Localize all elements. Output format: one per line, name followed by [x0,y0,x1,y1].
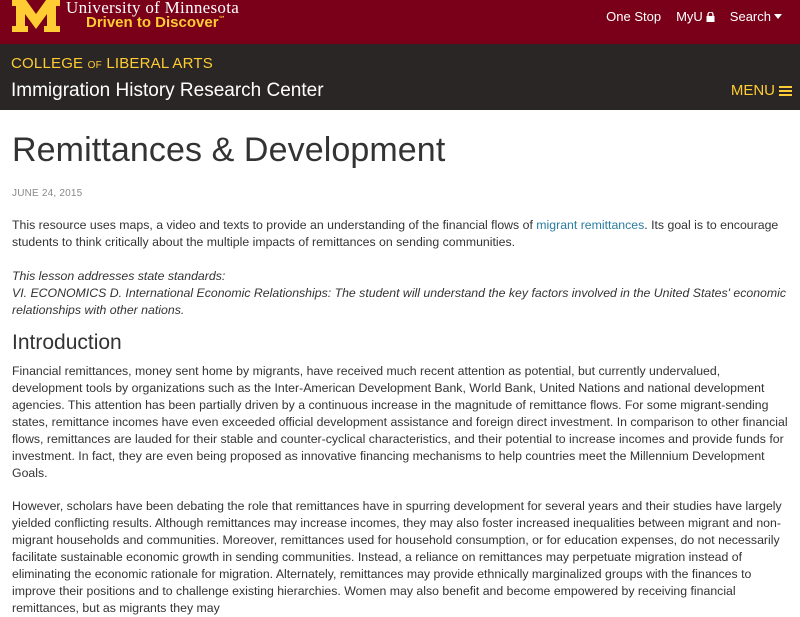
intro-paragraph [12,217,790,251]
publish-date: JUNE 24, 2015 [12,188,83,199]
tagline-service-mark: ℠ [218,16,226,23]
menu-button[interactable] [731,82,792,99]
standards-note [12,268,790,319]
college-of-word: OF [87,60,102,71]
caret-down-icon [774,14,782,20]
menu-label: MENU [730,82,775,99]
hamburger-icon [779,86,792,96]
page-title: Remittances & Development [12,131,446,169]
main-content [12,110,790,617]
myu-label: MyU [676,9,703,24]
college-of-liberal-arts-link[interactable] [11,55,213,72]
search-label: Search [729,9,771,24]
standards-line-2: VI. ECONOMICS D. International Economic Relationships: The student will understand the key factors involved in the United States' economic relationships with other nations. [12,286,787,317]
one-stop-label: One Stop [606,9,662,24]
university-name[interactable]: University of Minnesota [66,0,240,17]
body-paragraph-1: Financial remittances, money sent home by migrants, have received much recent attention as potential, but currently undervalued, development tools by organizations such as the Inter-American Development Bank, World Bank, United Nations and national development agencies. This attention has been partially driven by a continuous increase in the magnitude of remittance flows. For some migrant-sending states, remittance incomes have even exceeded official development assistance and foreign direct investment. In comparison to other financial flows, remittances are lauded for their stable and counter-cyclical characteristics, and their potential to increase incomes and provide funds for investment. In fact, they are even being proposed as innovative financing mechanisms to help countries meet the Millennium Development Goals. [12,364,788,480]
center-name-link[interactable]: Immigration History Research Center [11,80,324,101]
body-paragraph-2: However, scholars have been debating the role that remittances have in spurring development for several years and their studies have largely yielded conflicting results. Although remittances may increase incomes, they may also foster increased inequalities between migrant and non-migrant households and communities. Moreover, remittances used for household consumption, or for education expenses, do not necessarily facilitate sustainable economic growth in sending communities. Instead, a reliance on remittances may perpetuate migration instead of eliminating the economic rationale for migration. Alternately, remittances may provide ethnically marginalized groups with the finances to improve their positions and to challenge existing hierarchies. Women may also benefit and become empowered by receiving financial remittances, but as migrants they may [12,499,782,615]
college-header [0,44,800,110]
standards-line-1: This lesson addresses state standards: [12,269,226,283]
lock-icon [706,12,715,22]
section-heading: Introduction [12,331,122,354]
migrant-remittances-link[interactable]: migrant remittances [536,218,645,232]
utility-nav [606,9,782,24]
one-stop-link[interactable] [606,9,661,24]
college-word: COLLEGE [11,55,84,72]
university-header [0,0,800,44]
college-liberal-arts: LIBERAL ARTS [106,55,213,72]
umn-block-m-logo[interactable] [10,0,62,32]
tagline-text: Driven to Discover [86,14,219,31]
university-tagline [86,14,226,31]
search-link[interactable] [730,9,782,24]
intro-text-before: This resource uses maps, a video and texts to provide an understanding of the financial flows of [12,218,537,232]
intro-text-after: . Its goal is to encourage students to think critically about the multiple impacts of remittances on sending communities. [12,218,779,249]
myu-link[interactable] [676,9,715,24]
